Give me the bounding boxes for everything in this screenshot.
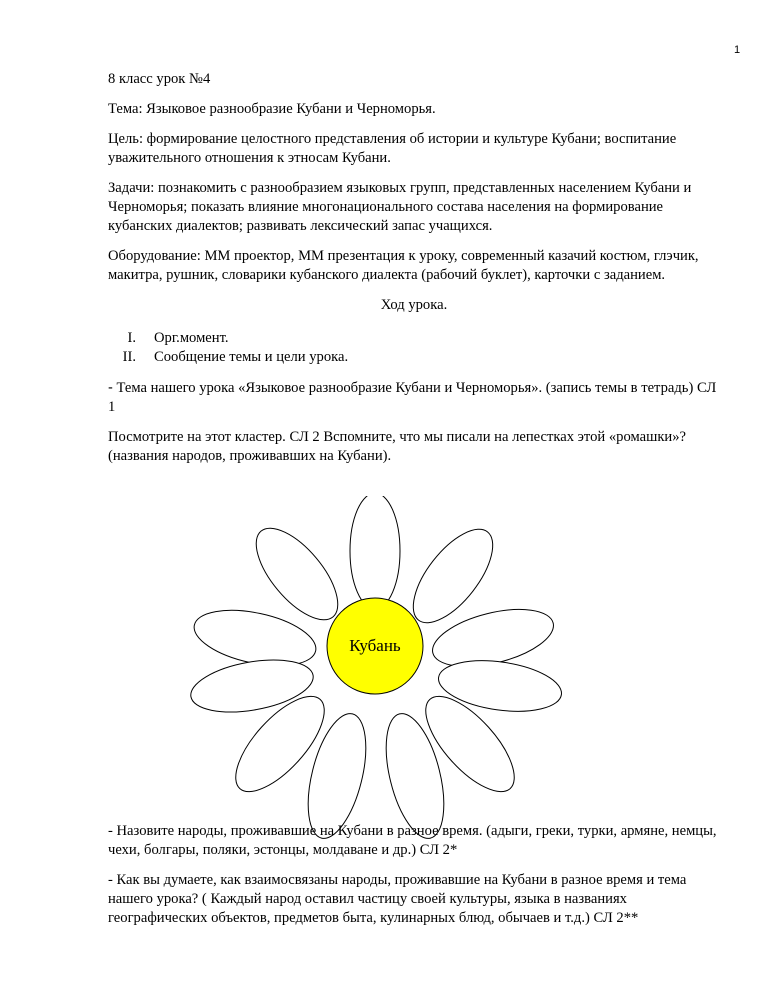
- chamomile-diagram: [185, 496, 610, 841]
- list-item-number: II.: [122, 349, 136, 365]
- list-item: [108, 348, 720, 367]
- questions-section: [108, 822, 720, 939]
- flower-center-label: Кубань: [349, 636, 401, 655]
- dash-marker: -: [108, 380, 113, 396]
- list-item-number: I.: [127, 330, 136, 346]
- topic-line: Тема: Языковое разнообразие Кубани и Черноморья.: [108, 101, 436, 117]
- topic-intro-text: Тема нашего урока «Языковое разнообразие Кубани и Черноморья». (запись темы в тетрадь) СЛ 1: [108, 380, 717, 415]
- goal-paragraph: Цель: формирование целостного представления об истории и культуре Кубани; воспитание уважительного отношения к этносам Кубани.: [108, 131, 677, 166]
- page-number: 1: [734, 44, 741, 56]
- list-item: [108, 329, 720, 348]
- list-item-text: Орг.момент.: [154, 330, 229, 346]
- question-connection: - Как вы думаете, как взаимосвязаны народы, проживавшие на Кубани в разное время и тема нашего урока? ( Каждый народ оставил частицу своей культуры, языка в названиях географических объектов, предметов быта, кулинарных блюд, обычаев и т.д.) СЛ 2**: [108, 872, 687, 926]
- document-body: [108, 70, 720, 477]
- question-peoples: - Назовите народы, проживавшие на Кубани в разное время. (адыги, греки, турки, армяне, немцы, чехи, болгары, поляки, эстонцы, молдаване и др.) СЛ 2*: [108, 823, 717, 858]
- equipment-paragraph: Оборудование: ММ проектор, ММ презентация к уроку, современный казачий костюм, глэчик, макитра, рушник, словарики кубанского диалекта (рабочий буклет), карточки с заданием.: [108, 248, 699, 283]
- tasks-paragraph: Задачи: познакомить с разнообразием языковых групп, представленных населением Кубани и Черноморья; показать влияние многонационального состава населения на формирование кубанских диалектов; развивать лексический запас учащихся.: [108, 180, 692, 234]
- lesson-steps-list: [108, 329, 720, 367]
- lesson-heading: Ход урока.: [380, 297, 448, 313]
- cluster-paragraph: Посмотрите на этот кластер. СЛ 2 Вспомните, что мы писали на лепестках этой «ромашки»? (названия народов, проживавших на Кубани).: [108, 429, 686, 464]
- petal: [350, 496, 400, 609]
- topic-intro-paragraph: [108, 379, 720, 417]
- list-item-text: Сообщение темы и цели урока.: [154, 349, 349, 365]
- grade-line: 8 класс урок №4: [108, 71, 211, 87]
